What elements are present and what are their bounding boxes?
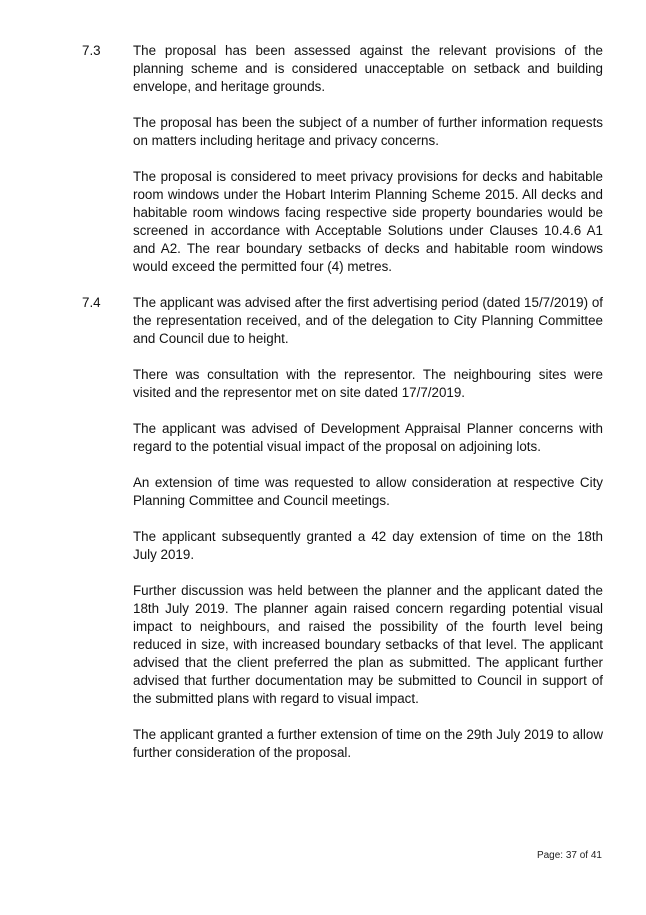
paragraph: The proposal has been assessed against the relevant provisions of the planning scheme and is considered unacceptable on setback and building envelope, and heritage grounds.	[133, 43, 603, 94]
paragraph: The applicant subsequently granted a 42 day extension of time on the 18th July 2019.	[133, 529, 603, 562]
paragraph: The applicant was advised of Development Appraisal Planner concerns with regard to the potential visual impact of the proposal on adjoining lots.	[133, 421, 603, 454]
paragraph: The proposal is considered to meet privacy provisions for decks and habitable room windows under the Hobart Interim Planning Scheme 2015. All decks and habitable room windows facing respective side property boundaries would be screened in accordance with Acceptable Solutions under Clauses 10.4.6 A1 and A2. The rear boundary setbacks of decks and habitable room windows would exceed the permitted four (4) metres.	[133, 169, 603, 274]
paragraph: The applicant granted a further extension of time on the 29th July 2019 to allow further consideration of the proposal.	[133, 727, 603, 760]
section-body	[133, 42, 603, 294]
paragraph: Further discussion was held between the planner and the applicant dated the 18th July 2019. The planner again raised concern regarding potential visual impact to neighbours, and raised the possibility of the fourth level being reduced in size, with increased boundary setbacks of that level. The applicant advised that the client preferred the plan as submitted. The applicant further advised that further documentation may be submitted to Council in support of the submitted plans with regard to visual impact.	[133, 583, 603, 706]
paragraph: There was consultation with the representor. The neighbouring sites were visited and the representor met on site dated 17/7/2019.	[133, 367, 603, 400]
page-number-footer: Page: 37 of 41	[536, 850, 602, 861]
section-number: 7.3	[82, 43, 101, 58]
section-body	[133, 294, 603, 780]
section-number: 7.4	[82, 295, 101, 310]
paragraph: The proposal has been the subject of a number of further information requests on matters including heritage and privacy concerns.	[133, 115, 603, 148]
paragraph: An extension of time was requested to allow consideration at respective City Planning Committee and Council meetings.	[133, 475, 603, 508]
paragraph: The applicant was advised after the first advertising period (dated 15/7/2019) of the representation received, and of the delegation to City Planning Committee and Council due to height.	[133, 295, 603, 346]
